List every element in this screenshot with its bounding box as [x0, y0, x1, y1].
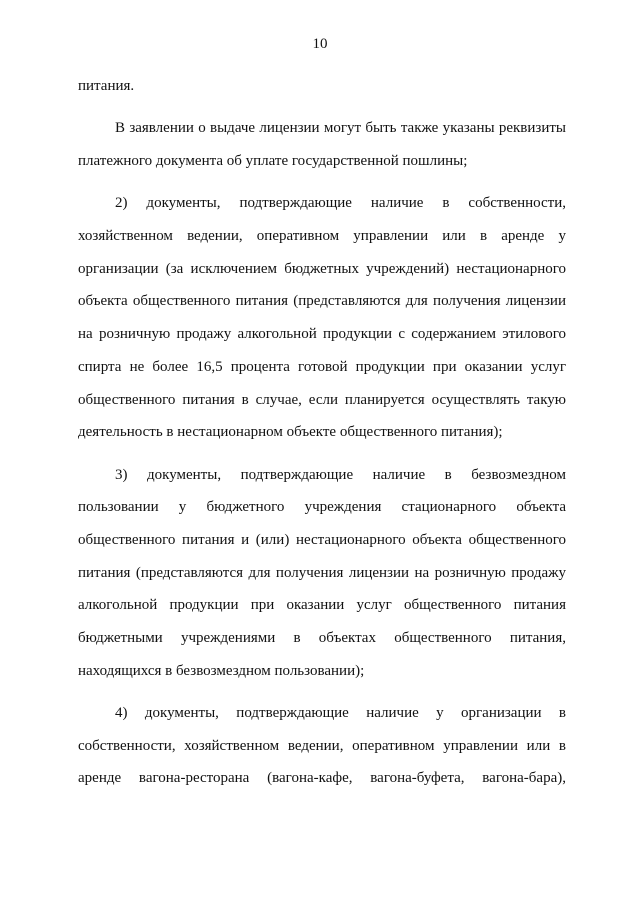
paragraph-continuation: питания.	[78, 78, 135, 94]
paragraph-item-2: 2) документы, подтверждающие наличие в собственности, хозяйственном ведении, оперативном управлении или в аренде у организации (за исключением бюджетных учреждений) нестационарного объекта общественного питания (представляются для получения лицензии на розничную продажу алкогольной продукции с содержанием этилового спирта не более 16,5 процента готовой продукции при оказании услуг общественного питания в случае, если планируется осуществлять такую деятельность в нестационарном объекте общественного питания);	[78, 195, 566, 441]
paragraph-requisites: В заявлении о выдаче лицензии могут быть также указаны реквизиты платежного документа об уплате государственной пошлины;	[78, 120, 566, 169]
page-number: 10	[312, 36, 328, 52]
paragraph-item-4: 4) документы, подтверждающие наличие у организации в собственности, хозяйственном ведении, оперативном управлении или в аренде вагона-ресторана (вагона-кафе, вагона-буфета, вагона-бара),	[78, 705, 566, 787]
paragraph-item-3: 3) документы, подтверждающие наличие в безвозмездном пользовании у бюджетного учреждения стационарного объекта общественного питания и (или) нестационарного объекта общественного питания (представляются для получения лицензии на розничную продажу алкогольной продукции при оказании услуг общественного питания бюджетными учреждениями в объектах общественного питания, находящихся в безвозмездном пользовании);	[78, 466, 566, 679]
document-body	[78, 70, 566, 805]
